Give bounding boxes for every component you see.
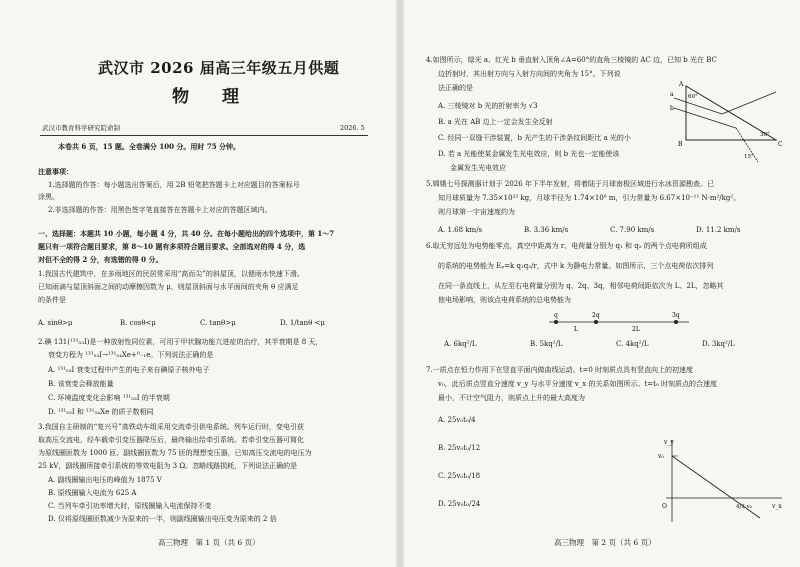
question-6-line: 6.取无穷远处为电势能零点，真空中距离为 r、电荷量分别为 q₁ 和 q₂ 的两个点电荷所组成 <box>426 242 707 250</box>
question-6-line: 他电场影响，则该点电荷系统的总电势能为 <box>438 296 571 304</box>
exam-title: 武汉市 2026 届高三年级五月供题 <box>98 59 340 77</box>
option-c[interactable]: C. 7.90 km/s <box>610 226 655 234</box>
question-4-line: 4.如图所示，绿光 a、红光 b 垂直射入顶角∠A=60°的直角三棱镜的 AC 边，已知 b 光在 BC <box>426 56 717 64</box>
label-angle-15: 15° <box>744 154 754 160</box>
option-d[interactable]: D. 11.2 km/s <box>696 226 741 234</box>
question-5-line: 则月球第一宇宙速度约为 <box>438 208 515 216</box>
option-a[interactable]: A. sinθ>μ <box>38 319 73 327</box>
option-d[interactable]: D. 若 a 光能使某金属发生光电效应，则 b 光也一定能使该 <box>438 150 620 158</box>
charge-label-3q: 3q <box>672 312 680 319</box>
question-6-line: 在同一条直线上，从左至右电荷量分别为 q、2q、3q，相邻电荷间距依次为 L、2L，忽略其 <box>438 282 724 290</box>
option-d[interactable]: D. ¹³¹₅₃I 和 ¹³¹₅₄Xe 的质子数相同 <box>48 408 154 416</box>
option-b[interactable]: B. 3.36 km/s <box>524 226 569 234</box>
option-d[interactable]: D. 1/tanθ <μ <box>280 319 325 327</box>
option-d-cont: 金属发生光电效应 <box>450 164 506 172</box>
option-a[interactable]: A. 副线圈输出电压的峰值为 1875 V <box>48 476 162 484</box>
option-c[interactable]: C. 25v₀t₀/18 <box>438 472 481 480</box>
notes-heading: 注意事项： <box>38 167 73 176</box>
section-heading: 题只有一项符合题目要求，第 8～10 题有多项符合题目要求。全部选对的得 4 分，选 <box>38 242 306 251</box>
option-c[interactable]: C. 4kq²/L <box>616 340 649 348</box>
distance-label-l: L <box>574 326 578 333</box>
question-1-line: 的条件是 <box>38 296 66 304</box>
issuer: 武汉市教育科学研究院命制 <box>42 124 120 132</box>
label-intercept: 4/3 v₀ <box>736 504 752 510</box>
label-v0: v₀ <box>658 453 664 460</box>
option-a[interactable]: A. 1.68 km/s <box>438 226 483 234</box>
option-a[interactable]: A. 6kq²/L <box>444 340 477 348</box>
label-ray-a: a <box>670 91 674 98</box>
question-3-line: 25 kV，副线圈所接牵引系统的等效电阻为 3 Ω。忽略线路损耗，下列说法正确的是 <box>38 462 298 470</box>
option-c[interactable]: C. 当列车牵引功率增大时，原线圈输入电流保持不变 <box>48 502 212 510</box>
charge-dot <box>554 320 558 324</box>
header-rule <box>40 135 368 136</box>
question-1-line: 1.我国古代建筑中，在多雨地区的民居常采用“高而尖”的斜屋顶，以便雨水快速下滑。 <box>38 270 304 278</box>
page-footer: 高三物理 第 1 页（共 6 页） <box>158 538 260 547</box>
section-heading: 对但不全的得 2 分，有选错的得 0 分。 <box>38 255 163 264</box>
question-7-line: 7.一质点在恒力作用下在竖直平面内做曲线运动。t=0 时刻质点具有竖直向上的初速度 <box>426 366 694 374</box>
exam-date: 2026. 5 <box>340 124 365 132</box>
charge-dot <box>594 320 598 324</box>
charges-figure <box>544 310 694 334</box>
section-heading: 一、选择题：本题共 10 小题，每小题 4 分，共 40 分。在每小题给出的四个选项中，第 1～7 <box>38 229 335 238</box>
option-c[interactable]: C. 经同一双缝干涉装置，b 光产生的干涉条纹间距比 a 光的小 <box>438 134 631 142</box>
page-gutter <box>396 0 404 567</box>
note-line: 1.选择题的作答：每小题选出答案后，用 2B 铅笔把答题卡上对应题目的答案标号 <box>48 181 300 189</box>
question-3-line: 3.我国自主研制的“复兴号”高铁动车组采用交流牵引供电系统。列车运行时，变电引获 <box>38 423 304 431</box>
option-a[interactable]: A. 三棱镜对 b 光的折射率为 √3 <box>438 102 538 110</box>
option-b[interactable]: B. 该衰变会释放能量 <box>48 380 114 388</box>
light-ray-a <box>674 98 722 114</box>
question-3-line: 为原线圈匝数为 1000 匝、副线圈匝数为 75 匝的理想变压器，已知高压交流电的电压为 <box>38 449 312 457</box>
option-d[interactable]: D. 仅将原线圈匝数减少为原来的一半，则副线圈输出电压变为原来的 2 倍 <box>48 515 277 523</box>
question-5-line: 5.嫦娥七号探测器计划于 2026 年下半年发射，将着陆于月球南极区域进行水冰资源勘查。已 <box>426 180 714 188</box>
page-1 <box>0 0 396 567</box>
option-b[interactable]: B. 25v₀t₀/12 <box>438 444 481 452</box>
label-ray-b: b <box>670 105 674 112</box>
label-a-vertex: A <box>679 81 684 88</box>
note-line: 涂黑。 <box>38 193 59 201</box>
question-7-line: v₀，此后质点竖直分速度 v_y 与水平分速度 v_x 的关系如图所示。t=t₀ 时刻质点的合速度 <box>438 380 717 388</box>
question-3-line: 取高压交流电，经车载牵引变压器降压后，最终输出给牵引系统。若牵引变压器可简化 <box>38 436 304 444</box>
option-c[interactable]: C. 环境温度变化会影响 ¹³¹₅₃I 的半衰期 <box>48 394 170 402</box>
question-2-line: 2.碘 131(¹³¹₅₃I)是一种放射性同位素，可用于甲状腺功能亢进症的治疗，其半衰期是 8 天， <box>38 338 323 346</box>
option-a[interactable]: A. ¹³¹₅₃I 衰变过程中产生的电子来自碘原子核外电子 <box>48 366 210 374</box>
label-vx: v_x <box>772 503 782 510</box>
page-2 <box>404 0 800 567</box>
option-d[interactable]: D. 25v₀t₀/24 <box>438 500 481 508</box>
question-1-line: 已知雨滴与屋顶斜面之间的动摩擦因数为 μ，则屋顶斜面与水平面间的夹角 θ 应满足 <box>38 283 299 291</box>
label-origin: O <box>662 503 667 510</box>
question-2-line: 衰变方程为 ¹³¹₅₃I→¹³¹₅₄Xe+⁰₋₁e。下列说法正确的是 <box>48 351 214 359</box>
exam-summary: 本卷共 6 页，15 题。全卷满分 100 分。用时 75 分钟。 <box>58 142 241 151</box>
page-footer: 高三物理 第 2 页（共 6 页） <box>554 538 656 547</box>
question-4-line: 法正确的是 <box>438 84 473 92</box>
charge-label-q: q <box>554 312 558 319</box>
velocity-graph <box>656 436 788 528</box>
label-angle-60: 60° <box>688 94 698 100</box>
distance-label-2l: 2L <box>632 326 640 333</box>
option-d[interactable]: D. 3kq²/L <box>702 340 735 348</box>
charge-dot <box>674 320 678 324</box>
charge-label-2q: 2q <box>592 312 600 319</box>
note-line: 2.非选择题的作答：用黑色签字笔直接答在答题卡上对应的答题区域内。 <box>48 206 272 214</box>
option-b[interactable]: B. cosθ<μ <box>120 319 156 327</box>
option-c[interactable]: C. tanθ>μ <box>200 319 236 327</box>
reflected-ray <box>722 92 776 114</box>
option-b[interactable]: B. 原线圈输入电流为 625 A <box>48 489 137 497</box>
option-a[interactable]: A. 25v₀t₀/4 <box>438 416 476 424</box>
subject-title: 物 理 <box>172 87 247 107</box>
question-7-line: 最小，不计空气阻力，则质点上升的最大高度为 <box>438 394 585 402</box>
prism-figure <box>666 78 791 168</box>
label-b-vertex: B <box>678 141 683 148</box>
label-vy: v_y <box>664 439 674 446</box>
question-4-line: 边折射时，其出射方向与入射方向间的夹角为 15°。下列说 <box>438 70 621 78</box>
question-5-line: 知月球质量为 7.35×10²² kg，月球半径为 1.74×10⁶ m，引力常量为 6.67×10⁻¹¹ N·m²/kg²。 <box>438 194 741 202</box>
question-6-line: 的系统的电势能为 Eₚ=k q₁q₂/r，式中 k 为静电力常量。如图所示，三个点电荷依次排列 <box>438 262 714 270</box>
label-angle-30: 30° <box>760 132 770 138</box>
label-c-vertex: C <box>778 141 783 148</box>
option-b[interactable]: B. a 光在 AB 边上一定会发生全反射 <box>438 118 553 126</box>
option-b[interactable]: B. 5kq²/L <box>530 340 563 348</box>
